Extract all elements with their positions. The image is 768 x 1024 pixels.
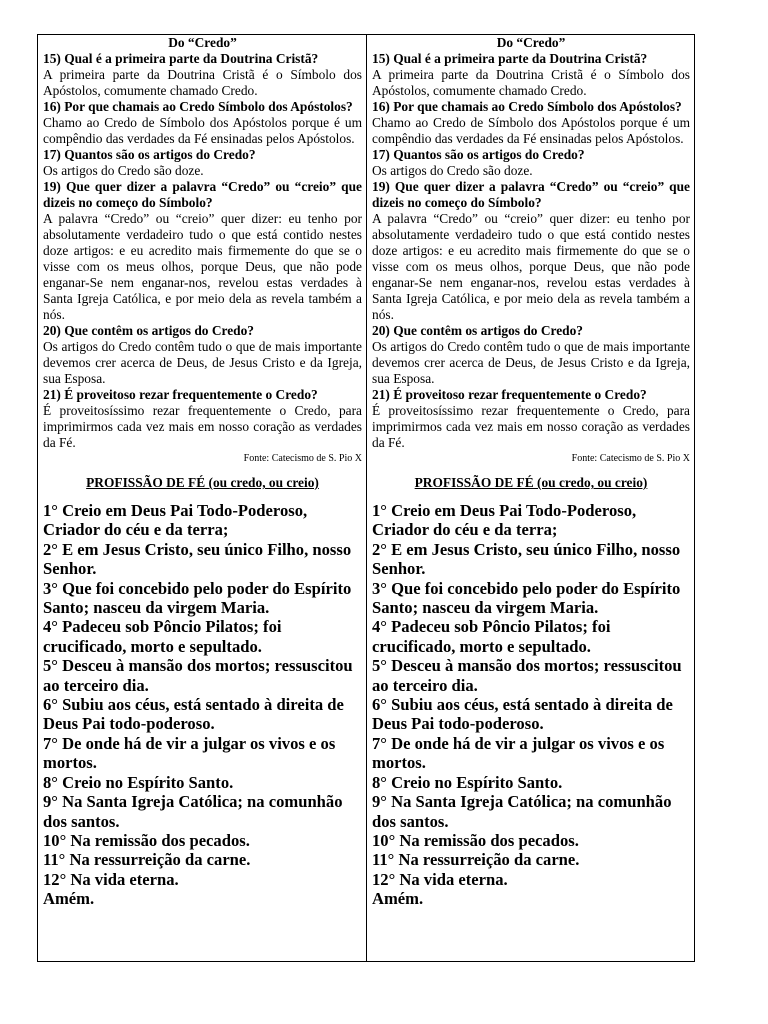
creed-article: 5° Desceu à mansão dos mortos; ressuscitou ao terceiro dia. bbox=[43, 656, 353, 695]
answer: Os artigos do Credo contêm tudo o que de mais importante devemos crer acerca de Deus, de Jesus Cristo e da Igreja, sua Esposa. bbox=[43, 339, 362, 386]
creed-article: 9° Na Santa Igreja Católica; na comunhão dos santos. bbox=[372, 792, 672, 831]
creed-article: 7° De onde há de vir a julgar os vivos e os mortos. bbox=[372, 733, 665, 773]
creed-article: 2° E em Jesus Cristo, seu único Filho, nosso Senhor. bbox=[43, 539, 352, 579]
creed-article: 2° E em Jesus Cristo, seu único Filho, nosso Senhor. bbox=[372, 539, 681, 579]
question: 16) Por que chamais ao Credo Símbolo dos Apóstolos? bbox=[372, 99, 682, 114]
answer: A palavra “Credo” ou “creio” quer dizer: eu tenho por absolutamente verdadeiro tudo o que está contido nestes doze artigos: e eu acredito mais firmemente do que se o visse com os meus olhos, porque Deus, que não pode enganar-Se nem enganar-nos, revelou estas verdades à Santa Igreja Católica, e por meio dela as revela também a nós. bbox=[43, 211, 362, 322]
creed-article: 4° Padeceu sob Pôncio Pilatos; foi crucificado, morto e sepultado. bbox=[372, 617, 611, 656]
creed-list bbox=[43, 501, 362, 909]
answer: A palavra “Credo” ou “creio” quer dizer: eu tenho por absolutamente verdadeiro tudo o que está contido nestes doze artigos: e eu acredito mais firmemente do que se o visse com os meus olhos, porque Deus, que não pode enganar-Se nem enganar-nos, revelou estas verdades à Santa Igreja Católica, e por meio dela as revela também a nós. bbox=[372, 211, 690, 322]
qa-list bbox=[372, 51, 690, 451]
profession-title: PROFISSÃO DE FÉ (ou credo, ou creio) bbox=[86, 475, 319, 490]
qa-list bbox=[43, 51, 362, 451]
section-header: Do “Credo” bbox=[496, 35, 566, 50]
question: 15) Qual é a primeira parte da Doutrina Cristã? bbox=[43, 51, 319, 66]
creed-article: 11° Na ressurreição da carne. bbox=[372, 850, 580, 870]
question: 16) Por que chamais ao Credo Símbolo dos Apóstolos? bbox=[43, 99, 353, 114]
source-citation: Fonte: Catecismo de S. Pio X bbox=[243, 453, 362, 464]
question: 19) Que quer dizer a palavra “Credo” ou “creio” que dizeis no começo do Símbolo? bbox=[43, 179, 362, 210]
creed-list bbox=[372, 501, 690, 909]
right-column bbox=[366, 35, 694, 961]
creed-article: 9° Na Santa Igreja Católica; na comunhão dos santos. bbox=[43, 792, 343, 831]
question: 17) Quantos são os artigos do Credo? bbox=[43, 147, 256, 162]
leaflet-sheet bbox=[37, 34, 695, 962]
creed-article: 7° De onde há de vir a julgar os vivos e os mortos. bbox=[43, 733, 336, 773]
creed-article: 10° Na remissão dos pecados. bbox=[43, 830, 250, 850]
creed-article: 6° Subiu aos céus, está sentado à direita de Deus Pai todo-poderoso. bbox=[372, 695, 673, 734]
creed-article: 6° Subiu aos céus, está sentado à direita de Deus Pai todo-poderoso. bbox=[43, 695, 344, 734]
answer: A primeira parte da Doutrina Cristã é o Símbolo dos Apóstolos, comumente chamado Credo. bbox=[43, 67, 362, 98]
answer: A primeira parte da Doutrina Cristã é o Símbolo dos Apóstolos, comumente chamado Credo. bbox=[372, 67, 690, 98]
creed-article: 11° Na ressurreição da carne. bbox=[43, 850, 251, 870]
profession-title: PROFISSÃO DE FÉ (ou credo, ou creio) bbox=[414, 475, 648, 490]
answer: Os artigos do Credo são doze. bbox=[43, 163, 204, 178]
question: 19) Que quer dizer a palavra “Credo” ou “creio” que dizeis no começo do Símbolo? bbox=[372, 179, 690, 210]
question: 17) Quantos são os artigos do Credo? bbox=[372, 147, 585, 162]
question: 21) É proveitoso rezar frequentemente o Credo? bbox=[43, 387, 318, 402]
creed-article: 10° Na remissão dos pecados. bbox=[372, 830, 579, 850]
source-citation: Fonte: Catecismo de S. Pio X bbox=[571, 453, 690, 464]
left-column bbox=[38, 35, 366, 961]
section-header: Do “Credo” bbox=[168, 35, 237, 50]
question: 21) É proveitoso rezar frequentemente o Credo? bbox=[372, 387, 647, 402]
answer: Chamo ao Credo de Símbolo dos Apóstolos porque é um compêndio das verdades da Fé ensinadas pelos Apóstolos. bbox=[372, 115, 690, 146]
creed-article: 1° Creio em Deus Pai Todo-Poderoso, Criador do céu e da terra; bbox=[43, 501, 308, 540]
answer: Os artigos do Credo são doze. bbox=[372, 163, 533, 178]
answer: É proveitosíssimo rezar frequentemente o Credo, para imprimirmos cada vez mais em nosso coração as verdades da Fé. bbox=[43, 403, 362, 450]
creed-article: 8° Creio no Espírito Santo. bbox=[43, 772, 234, 792]
question: 20) Que contêm os artigos do Credo? bbox=[43, 323, 255, 338]
creed-article: 12° Na vida eterna. bbox=[43, 869, 179, 889]
answer: Os artigos do Credo contêm tudo o que de mais importante devemos crer acerca de Deus, de Jesus Cristo e da Igreja, sua Esposa. bbox=[372, 339, 690, 386]
creed-amen: Amém. bbox=[43, 889, 95, 909]
creed-article: 1° Creio em Deus Pai Todo-Poderoso, Criador do céu e da terra; bbox=[372, 501, 637, 540]
answer: Chamo ao Credo de Símbolo dos Apóstolos porque é um compêndio das verdades da Fé ensinadas pelos Apóstolos. bbox=[43, 115, 362, 146]
creed-article: 4° Padeceu sob Pôncio Pilatos; foi crucificado, morto e sepultado. bbox=[43, 617, 282, 656]
creed-article: 3° Que foi concebido pelo poder do Espírito Santo; nasceu da virgem Maria. bbox=[43, 578, 352, 618]
creed-article: 5° Desceu à mansão dos mortos; ressuscitou ao terceiro dia. bbox=[372, 656, 682, 695]
creed-article: 12° Na vida eterna. bbox=[372, 869, 508, 889]
creed-amen: Amém. bbox=[372, 889, 424, 909]
creed-article: 3° Que foi concebido pelo poder do Espírito Santo; nasceu da virgem Maria. bbox=[372, 578, 681, 618]
answer: É proveitosíssimo rezar frequentemente o Credo, para imprimirmos cada vez mais em nosso coração as verdades da Fé. bbox=[372, 403, 690, 450]
question: 20) Que contêm os artigos do Credo? bbox=[372, 323, 584, 338]
question: 15) Qual é a primeira parte da Doutrina Cristã? bbox=[372, 51, 648, 66]
creed-article: 8° Creio no Espírito Santo. bbox=[372, 772, 563, 792]
